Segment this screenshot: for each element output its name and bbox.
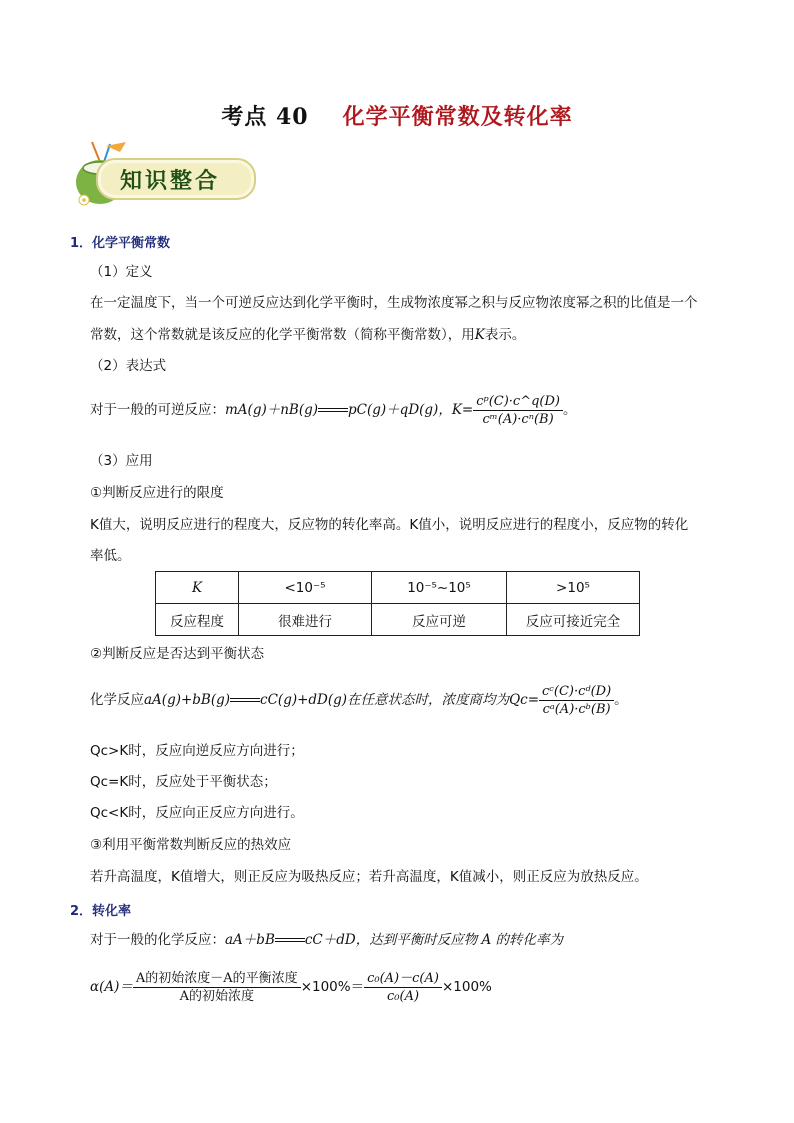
table-cell: K: [156, 572, 239, 604]
application-3-line: 若升高温度，K值增大，则正反应为吸热反应；若升高温度，K值减小，则正反应为放热反应。: [90, 869, 648, 885]
equilibrium-arrow-icon: [318, 406, 348, 414]
application-2-label: ②判断反应是否达到平衡状态: [90, 646, 265, 662]
page-title: [0, 100, 794, 131]
table-cell: 反应程度: [156, 604, 239, 636]
k-range-table: [155, 571, 640, 636]
conversion-fraction-2: $\frac{\text{c₀(A)－c(A)}}{\text{c₀(A)}}$: [364, 970, 442, 1005]
definition-line-1: 在一定温度下，当一个可逆反应达到化学平衡时，生成物浓度幂之积与反应物浓度幂之积的比值是一个: [90, 295, 698, 311]
conversion-fraction-1: $\frac{\text{A的初始浓度－A的平衡浓度}}{\text{A的初始浓度}}$: [133, 970, 301, 1005]
qc-rule-3: Qc<K时，反应向正反应方向进行。: [90, 805, 304, 821]
equilibrium-arrow-icon: [275, 936, 305, 944]
conversion-intro: 对于一般的化学反应：aA＋bB cC＋dD，达到平衡时反应物 A 的转化率为: [90, 932, 564, 948]
table-cell: 很难进行: [239, 604, 372, 636]
application-1-line-1: K值大，说明反应进行的程度大，反应物的转化率高。K值小，说明反应进行的程度小，反应物的转化: [90, 517, 689, 533]
badge-label: 知识整合: [120, 169, 221, 194]
table-cell: 反应可接近完全: [507, 604, 640, 636]
k-fraction: $\frac{\text{cᵖ(C)·c\textasciicircum{}q(D)}}{\text{cᵐ(A)·cⁿ(B)}}$: [473, 393, 563, 428]
qc-rule-1: Qc>K时，反应向逆反应方向进行；: [90, 743, 304, 759]
table-row: [156, 572, 640, 604]
equilibrium-arrow-icon: [230, 696, 260, 704]
concentration-quotient-formula: 化学反应aA(g)+bB(g) cC(g)+dD(g)在任意状态时，浓度商均为Qc= $\frac{\text{cᶜ(C)·cᵈ(D)}}{\text{cᵃ(A)·cᵇ(B)}}$ 。: [90, 683, 628, 717]
section1-heading: 1．化学平衡常数: [70, 236, 171, 251]
conversion-formula: α(A)＝ $\frac{\text{A的初始浓度－A的平衡浓度}}{\text{A的初始浓度}}$ ×100%＝ $\frac{\text{c₀(A)－c(A)}}{\text{c₀(A)}}$ ×100%: [90, 970, 492, 1004]
section2-heading: 2．转化率: [70, 904, 132, 919]
title-number: 考点 40: [221, 104, 309, 130]
definition-label: （1）定义: [90, 264, 153, 280]
q-fraction: $\frac{\text{cᶜ(C)·cᵈ(D)}}{\text{cᵃ(A)·cᵇ(B)}}$: [539, 683, 614, 718]
expression-label: （2）表达式: [90, 358, 167, 374]
application-1-label: ①判断反应进行的限度: [90, 485, 224, 501]
table-row: [156, 604, 640, 636]
application-1-line-2: 率低。: [90, 548, 131, 564]
section-badge: [70, 140, 255, 210]
table-cell: 反应可逆: [372, 604, 507, 636]
expression-formula: 对于一般的可逆反应：mA(g)＋nB(g) pC(g)＋qD(g)，K= $\frac{\text{cᵖ(C)·c\textasciicircum{}q(D)}}{\text{cᵐ(A)·cⁿ(B)}}$ 。: [90, 393, 577, 427]
application-label: （3）应用: [90, 453, 153, 469]
table-cell: <10⁻⁵: [239, 572, 372, 604]
definition-line-2: 常数，这个常数就是该反应的化学平衡常数（简称平衡常数），用K表示。: [90, 327, 526, 343]
application-3-label: ③利用平衡常数判断反应的热效应: [90, 837, 292, 853]
title-text: 化学平衡常数及转化率: [342, 104, 573, 130]
table-cell: >10⁵: [507, 572, 640, 604]
qc-rule-2: Qc=K时，反应处于平衡状态；: [90, 774, 277, 790]
table-cell: 10⁻⁵~10⁵: [372, 572, 507, 604]
